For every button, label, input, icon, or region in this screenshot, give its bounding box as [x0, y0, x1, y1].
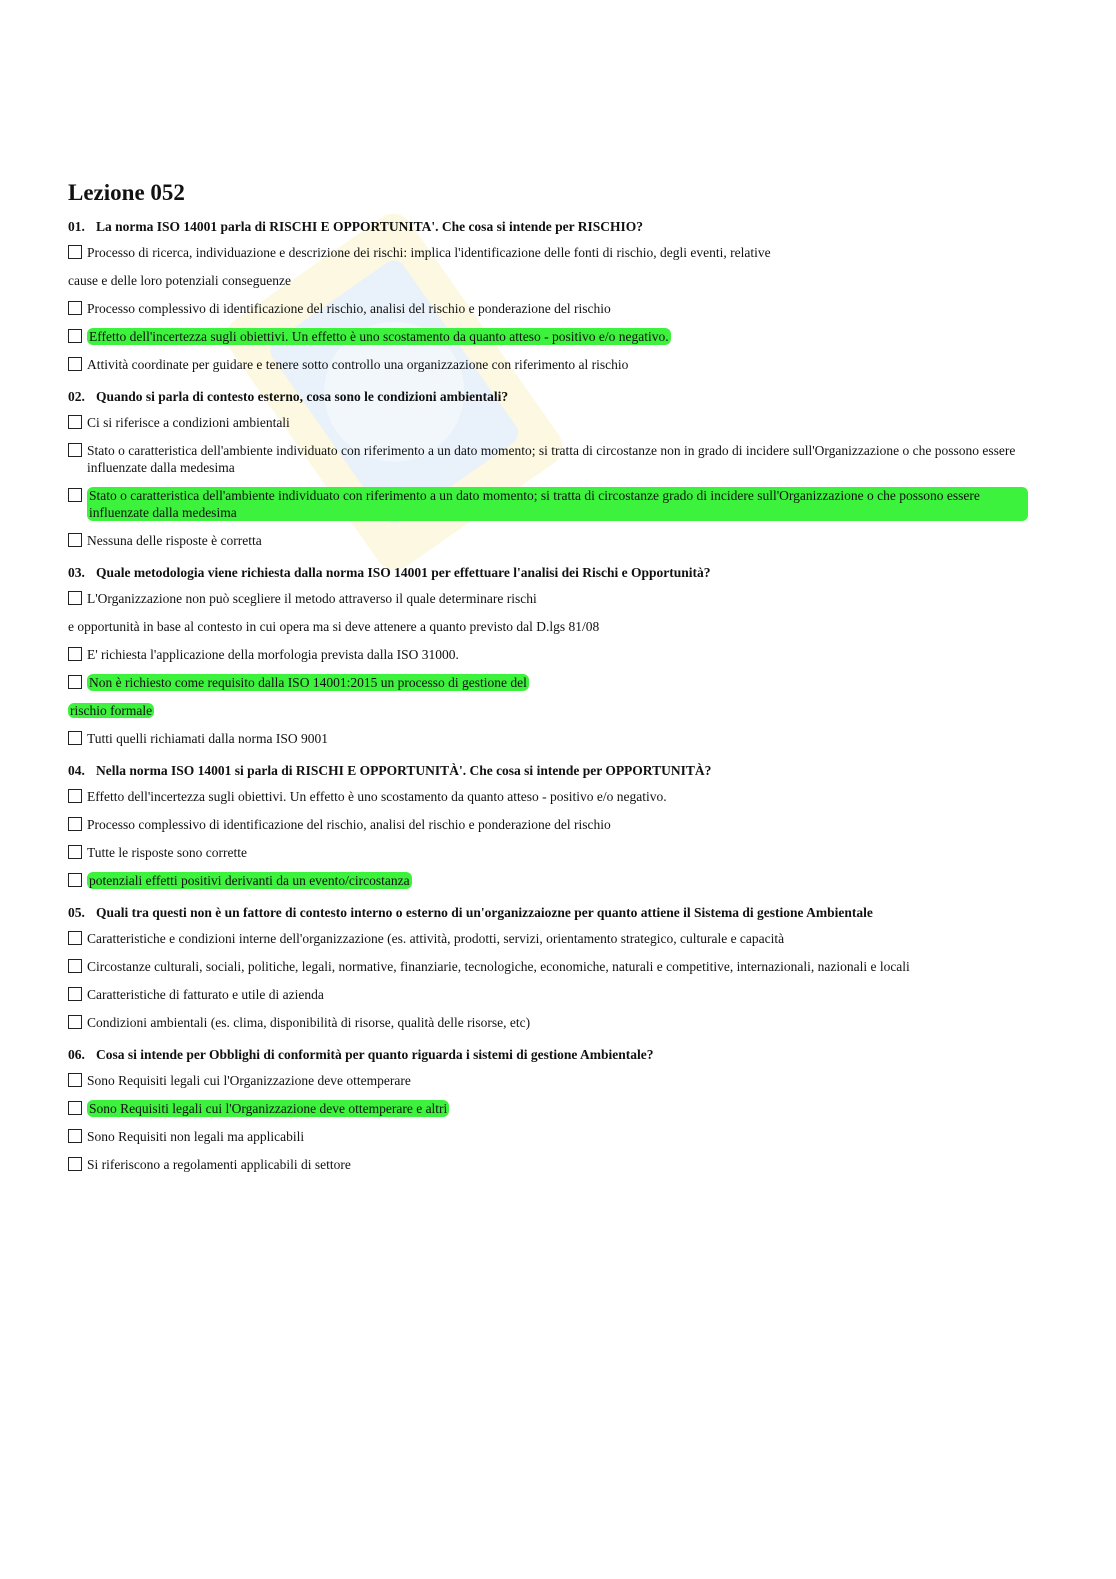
answer-option: [68, 532, 1028, 549]
answer-text: Caratteristiche e condizioni interne dell'organizzazione (es. attività, prodotti, servizi, orientamento strategico, culturale e capacità: [87, 931, 785, 946]
checkbox[interactable]: [68, 591, 82, 605]
checkbox[interactable]: [68, 817, 82, 831]
question-title: [68, 1045, 1028, 1065]
question-title: [68, 217, 1028, 237]
answer-option: [68, 1156, 1028, 1173]
answer-text: E' richiesta l'applicazione della morfologia prevista dalla ISO 31000.: [87, 647, 459, 662]
question-02: [68, 387, 1028, 549]
answer-text: Si riferiscono a regolamenti applicabili di settore: [87, 1157, 351, 1172]
checkbox[interactable]: [68, 1157, 82, 1171]
answer-option: [68, 986, 1028, 1003]
document-page: [68, 178, 1028, 1187]
answer-option: [68, 844, 1028, 861]
answer-option: [68, 414, 1028, 431]
answer-option: [68, 1072, 1028, 1089]
question-05: [68, 903, 1028, 1031]
answer-text: Caratteristiche di fatturato e utile di azienda: [87, 987, 324, 1002]
answer-option: [68, 442, 1028, 476]
answer-option-correct: [68, 872, 1028, 889]
answer-option: [68, 1014, 1028, 1031]
question-text: Quando si parla di contesto esterno, cosa sono le condizioni ambientali?: [96, 389, 509, 404]
checkbox[interactable]: [68, 675, 82, 689]
answer-option: [68, 816, 1028, 833]
answer-text-continuation: e opportunità in base al contesto in cui opera ma si deve attenere a quanto previsto dal D.lgs 81/08: [68, 619, 600, 634]
answer-text-highlighted: Sono Requisiti legali cui l'Organizzazione deve ottemperare e altri: [89, 1101, 448, 1116]
answer-option: [68, 300, 1028, 317]
checkbox[interactable]: [68, 647, 82, 661]
question-number: 06.: [68, 1047, 85, 1062]
checkbox[interactable]: [68, 845, 82, 859]
checkbox[interactable]: [68, 987, 82, 1001]
answer-option-correct: [68, 328, 1028, 345]
lesson-title: Lezione 052: [68, 180, 185, 205]
question-number: 05.: [68, 905, 85, 920]
checkbox[interactable]: [68, 301, 82, 315]
answer-option-correct: [68, 674, 1028, 691]
answer-text: Processo complessivo di identificazione del rischio, analisi del rischio e ponderazione del rischio: [87, 301, 611, 316]
checkbox[interactable]: [68, 873, 82, 887]
answer-text: Processo di ricerca, individuazione e descrizione dei rischi: implica l'identificazione delle fonti di rischio, degli eventi, relative: [87, 245, 771, 260]
answer-text: Tutte le risposte sono corrette: [87, 845, 247, 860]
answer-text: Sono Requisiti legali cui l'Organizzazione deve ottemperare: [87, 1073, 411, 1088]
checkbox[interactable]: [68, 245, 82, 259]
checkbox[interactable]: [68, 959, 82, 973]
answer-text: Tutti quelli richiamati dalla norma ISO 9001: [87, 731, 328, 746]
answer-text: L'Organizzazione non può scegliere il metodo attraverso il quale determinare rischi: [87, 591, 537, 606]
answer-text: Ci si riferisce a condizioni ambientali: [87, 415, 290, 430]
checkbox[interactable]: [68, 533, 82, 547]
answer-option: [68, 730, 1028, 747]
answer-text-highlighted: potenziali effetti positivi derivanti da un evento/circostanza: [89, 873, 410, 888]
checkbox[interactable]: [68, 731, 82, 745]
question-number: 03.: [68, 565, 85, 580]
question-text: Nella norma ISO 14001 si parla di RISCHI E OPPORTUNITÀ'. Che cosa si intende per OPPORTUNITÀ?: [96, 763, 712, 778]
answer-text: Circostanze culturali, sociali, politiche, legali, normative, finanziarie, tecnologiche, economiche, naturali e competitive, internazionali, nazionali e locali: [87, 959, 910, 974]
checkbox[interactable]: [68, 329, 82, 343]
answer-text-continuation: cause e delle loro potenziali conseguenze: [68, 273, 292, 288]
answer-text: Condizioni ambientali (es. clima, disponibilità di risorse, qualità delle risorse, etc): [87, 1015, 531, 1030]
question-title: [68, 563, 1028, 583]
question-number: 04.: [68, 763, 85, 778]
checkbox[interactable]: [68, 1129, 82, 1143]
question-01: [68, 217, 1028, 373]
answer-option-correct: [68, 487, 1028, 521]
answer-option: [68, 788, 1028, 805]
checkbox[interactable]: [68, 931, 82, 945]
question-text: Quali tra questi non è un fattore di contesto interno o esterno di un'organizzaiozne per quanto attiene il Sistema di gestione Ambientale: [96, 905, 873, 920]
checkbox[interactable]: [68, 1015, 82, 1029]
answer-text-highlighted: rischio formale: [70, 703, 153, 718]
answer-option: [68, 646, 1028, 663]
answer-option: [68, 590, 1028, 607]
question-text: Quale metodologia viene richiesta dalla norma ISO 14001 per effettuare l'analisi dei Rischi e Opportunità?: [96, 565, 711, 580]
answer-text: Attività coordinate per guidare e tenere sotto controllo una organizzazione con riferimento al rischio: [87, 357, 629, 372]
question-number: 02.: [68, 389, 85, 404]
question-text: Cosa si intende per Obblighi di conformità per quanto riguarda i sistemi di gestione Ambientale?: [96, 1047, 654, 1062]
answer-text: Sono Requisiti non legali ma applicabili: [87, 1129, 305, 1144]
question-title: [68, 387, 1028, 407]
checkbox[interactable]: [68, 357, 82, 371]
checkbox[interactable]: [68, 1101, 82, 1115]
answer-text-highlighted: Stato o caratteristica dell'ambiente individuato con riferimento a un dato momento; si tratta di circostanze grado di incidere sull'Organizzazione o che possono essere influenzate dalla medesima: [87, 487, 1028, 521]
question-text: La norma ISO 14001 parla di RISCHI E OPPORTUNITA'. Che cosa si intende per RISCHIO?: [96, 219, 643, 234]
answer-text-highlighted: Non è richiesto come requisito dalla ISO 14001:2015 un processo di gestione del: [89, 675, 527, 690]
checkbox[interactable]: [68, 1073, 82, 1087]
checkbox[interactable]: [68, 443, 82, 457]
answer-text: Stato o caratteristica dell'ambiente individuato con riferimento a un dato momento; si tratta di circostanze non in grado di incidere sull'Organizzazione o che possono essere influenzate dalla medesima: [87, 443, 1016, 475]
question-04: [68, 761, 1028, 889]
answer-text: Nessuna delle risposte è corretta: [87, 533, 262, 548]
answer-option: [68, 356, 1028, 373]
answer-option: [68, 244, 1028, 261]
answer-text: Effetto dell'incertezza sugli obiettivi. Un effetto è uno scostamento da quanto atteso - positivo e/o negativo.: [87, 789, 667, 804]
answer-text-continuation: [68, 702, 1028, 719]
question-number: 01.: [68, 219, 85, 234]
answer-option-correct: [68, 1100, 1028, 1117]
checkbox[interactable]: [68, 415, 82, 429]
answer-text-highlighted: Effetto dell'incertezza sugli obiettivi. Un effetto è uno scostamento da quanto atteso - positivo e/o negativo.: [89, 329, 669, 344]
answer-option: [68, 958, 1028, 975]
answer-text: Processo complessivo di identificazione del rischio, analisi del rischio e ponderazione del rischio: [87, 817, 611, 832]
question-title: [68, 903, 1028, 923]
answer-option: [68, 1128, 1028, 1145]
checkbox[interactable]: [68, 488, 82, 502]
question-06: [68, 1045, 1028, 1173]
question-03: [68, 563, 1028, 747]
answer-option: [68, 930, 1028, 947]
checkbox[interactable]: [68, 789, 82, 803]
question-title: [68, 761, 1028, 781]
